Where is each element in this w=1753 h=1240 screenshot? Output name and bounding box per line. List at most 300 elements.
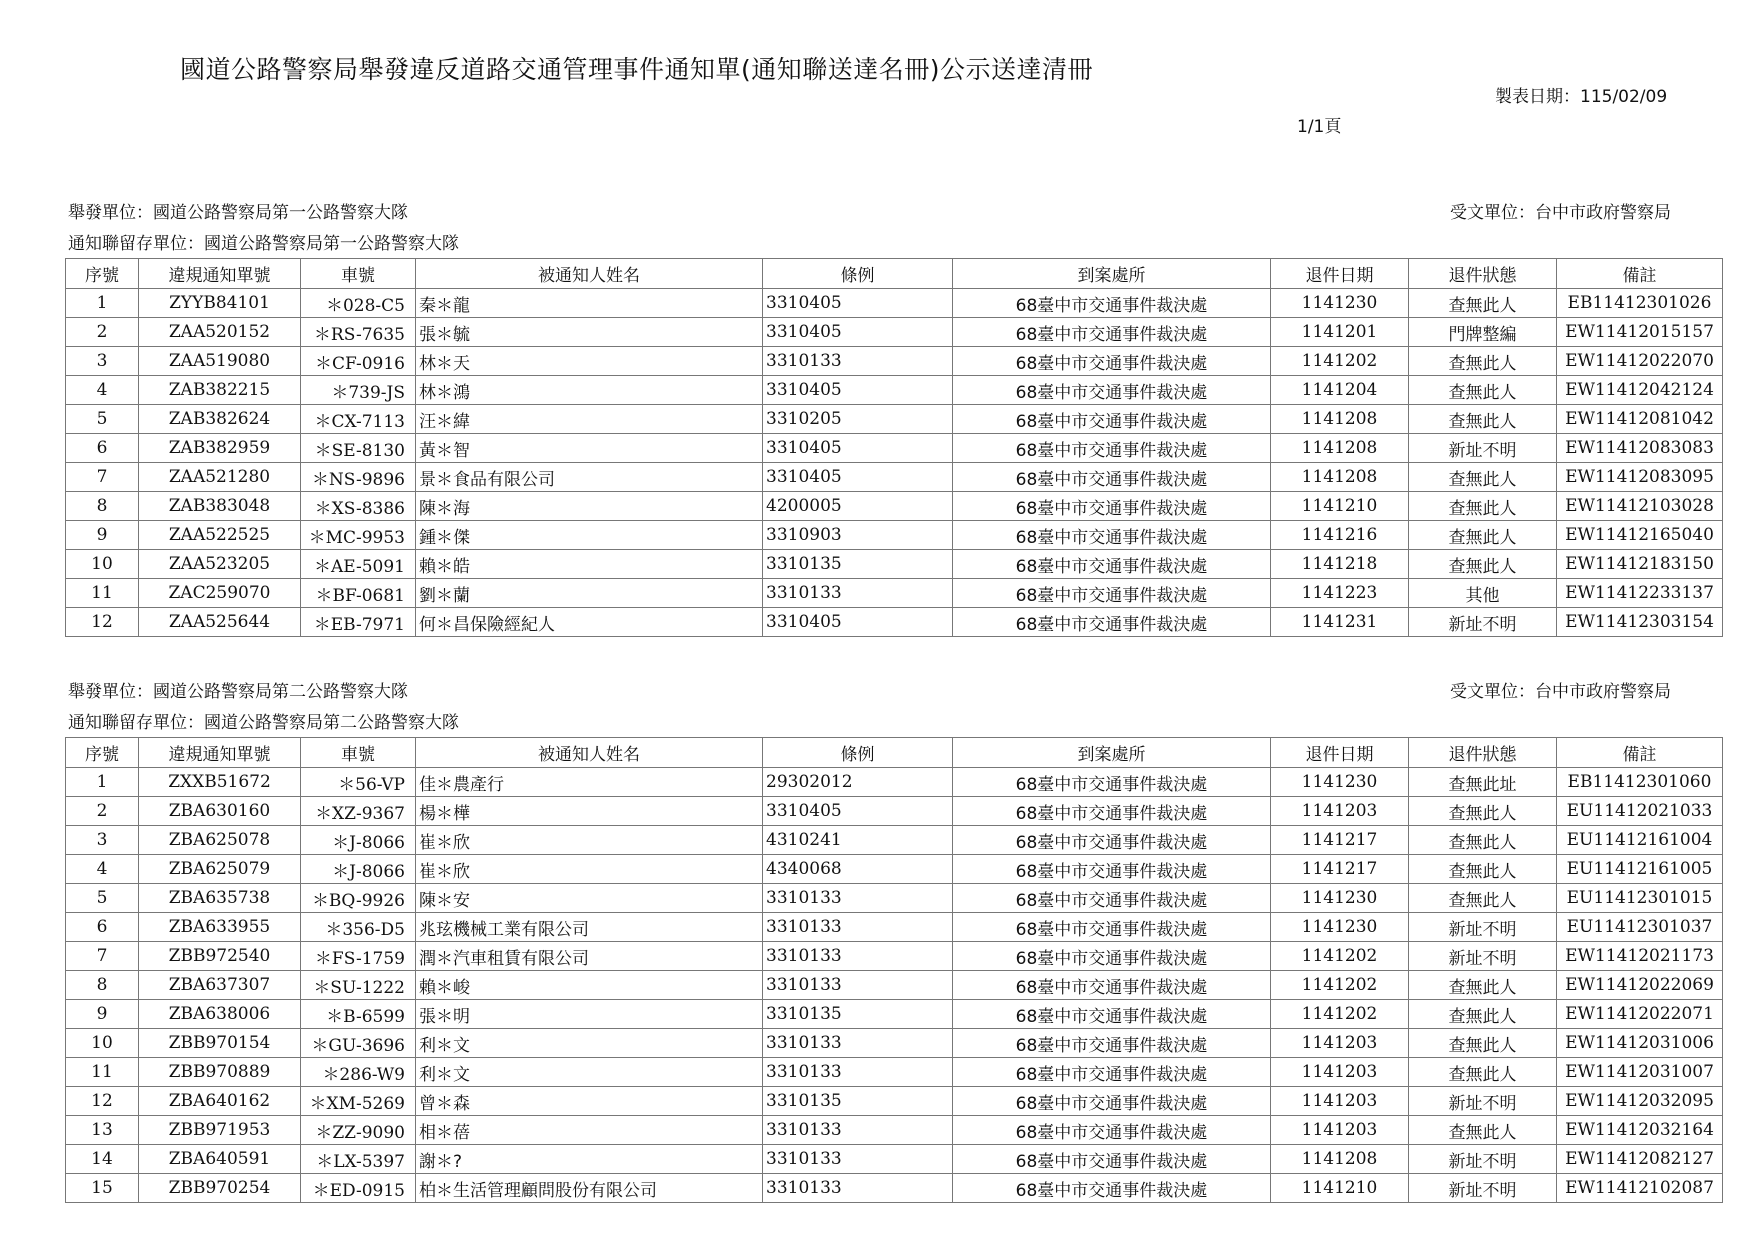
statute-cell: 3310133: [763, 1145, 953, 1174]
recipient-name-cell: 賴＊峻: [416, 971, 763, 1000]
col-return-status: 退件狀態: [1409, 738, 1557, 768]
return-date-cell: 1141217: [1271, 826, 1409, 855]
made-date: 製表日期：115/02/09: [1495, 87, 1668, 107]
remark-cell: EW11412082127: [1557, 1145, 1723, 1174]
plate-number-cell: ＊CX-7113: [301, 405, 416, 434]
storage-unit-1: 通知聯留存單位：國道公路警察局第一公路警察大隊: [68, 234, 459, 254]
ticket-number-cell: ZBA640591: [139, 1145, 301, 1174]
table-row: [66, 550, 1723, 579]
recipient-name-cell: 楊＊樺: [416, 797, 763, 826]
table-row: [66, 1116, 1723, 1145]
recipient-name-cell: 利＊文: [416, 1058, 763, 1087]
plate-number-cell: ＊286-W9: [301, 1058, 416, 1087]
remark-cell: EB11412301026: [1557, 289, 1723, 318]
col-ticket-number: 違規通知單號: [139, 259, 301, 289]
plate-number-cell: ＊LX-5397: [301, 1145, 416, 1174]
serial-cell: 2: [66, 318, 139, 347]
recipient-name-cell: 秦＊龍: [416, 289, 763, 318]
return-status-cell: 查無此人: [1409, 405, 1557, 434]
ticket-number-cell: ZAA519080: [139, 347, 301, 376]
receiver-unit-1: 受文單位：台中市政府警察局: [1450, 203, 1671, 223]
serial-cell: 9: [66, 1000, 139, 1029]
recipient-name-cell: 兆玹機械工業有限公司: [416, 913, 763, 942]
return-date-cell: 1141218: [1271, 550, 1409, 579]
statute-cell: 3310133: [763, 1029, 953, 1058]
return-status-cell: 查無此人: [1409, 376, 1557, 405]
table-row: [66, 492, 1723, 521]
serial-cell: 5: [66, 405, 139, 434]
plate-number-cell: ＊CF-0916: [301, 347, 416, 376]
serial-cell: 8: [66, 492, 139, 521]
return-status-cell: 新址不明: [1409, 434, 1557, 463]
return-date-cell: 1141231: [1271, 608, 1409, 637]
ticket-number-cell: ZBB970154: [139, 1029, 301, 1058]
plate-number-cell: ＊SU-1222: [301, 971, 416, 1000]
plate-number-cell: ＊XZ-9367: [301, 797, 416, 826]
return-date-cell: 1141210: [1271, 492, 1409, 521]
table-row: [66, 434, 1723, 463]
recipient-name-cell: 崔＊欣: [416, 855, 763, 884]
remark-cell: EW11412022070: [1557, 347, 1723, 376]
plate-number-cell: ＊ZZ-9090: [301, 1116, 416, 1145]
remark-cell: EW11412233137: [1557, 579, 1723, 608]
ticket-number-cell: ZBB971953: [139, 1116, 301, 1145]
return-date-cell: 1141201: [1271, 318, 1409, 347]
storage-unit-2: 通知聯留存單位：國道公路警察局第二公路警察大隊: [68, 713, 459, 733]
statute-cell: 3310133: [763, 1058, 953, 1087]
plate-number-cell: ＊739-JS: [301, 376, 416, 405]
venue-cell: 68臺中市交通事件裁決處: [953, 289, 1271, 318]
ticket-number-cell: ZBA633955: [139, 913, 301, 942]
recipient-name-cell: 利＊文: [416, 1029, 763, 1058]
table-row: [66, 347, 1723, 376]
roster-table-1: [65, 258, 1723, 637]
venue-cell: 68臺中市交通事件裁決處: [953, 463, 1271, 492]
table-row: [66, 608, 1723, 637]
table-row: [66, 1087, 1723, 1116]
return-date-cell: 1141203: [1271, 1116, 1409, 1145]
venue-cell: 68臺中市交通事件裁決處: [953, 768, 1271, 797]
recipient-name-cell: 曾＊森: [416, 1087, 763, 1116]
venue-cell: 68臺中市交通事件裁決處: [953, 434, 1271, 463]
col-recipient-name: 被通知人姓名: [416, 259, 763, 289]
serial-cell: 12: [66, 608, 139, 637]
statute-cell: 3310405: [763, 797, 953, 826]
return-status-cell: 查無此人: [1409, 1000, 1557, 1029]
return-date-cell: 1141203: [1271, 1058, 1409, 1087]
recipient-name-cell: 黃＊智: [416, 434, 763, 463]
return-date-cell: 1141210: [1271, 1174, 1409, 1203]
remark-cell: EU11412301015: [1557, 884, 1723, 913]
plate-number-cell: ＊ED-0915: [301, 1174, 416, 1203]
col-plate-number: 車號: [301, 259, 416, 289]
ticket-number-cell: ZXXB51672: [139, 768, 301, 797]
document-title: 國道公路警察局舉發違反道路交通管理事件通知單(通知聯送達名冊)公示送達清冊: [180, 55, 1094, 84]
ticket-number-cell: ZAB382959: [139, 434, 301, 463]
remark-cell: EU11412161004: [1557, 826, 1723, 855]
ticket-number-cell: ZAA520152: [139, 318, 301, 347]
serial-cell: 8: [66, 971, 139, 1000]
return-date-cell: 1141223: [1271, 579, 1409, 608]
return-date-cell: 1141208: [1271, 463, 1409, 492]
return-status-cell: 查無此人: [1409, 463, 1557, 492]
table-row: [66, 289, 1723, 318]
return-status-cell: 查無此人: [1409, 492, 1557, 521]
remark-cell: EW11412183150: [1557, 550, 1723, 579]
venue-cell: 68臺中市交通事件裁決處: [953, 1058, 1271, 1087]
col-statute: 條例: [763, 738, 953, 768]
plate-number-cell: ＊B-6599: [301, 1000, 416, 1029]
venue-cell: 68臺中市交通事件裁決處: [953, 405, 1271, 434]
serial-cell: 1: [66, 289, 139, 318]
remark-cell: EU11412161005: [1557, 855, 1723, 884]
remark-cell: EU11412021033: [1557, 797, 1723, 826]
plate-number-cell: ＊SE-8130: [301, 434, 416, 463]
col-recipient-name: 被通知人姓名: [416, 738, 763, 768]
remark-cell: EW11412021173: [1557, 942, 1723, 971]
venue-cell: 68臺中市交通事件裁決處: [953, 376, 1271, 405]
table-row: [66, 463, 1723, 492]
table-row: [66, 1145, 1723, 1174]
return-date-cell: 1141202: [1271, 942, 1409, 971]
ticket-number-cell: ZYYB84101: [139, 289, 301, 318]
recipient-name-cell: 鍾＊傑: [416, 521, 763, 550]
remark-cell: EW11412022071: [1557, 1000, 1723, 1029]
col-remark: 備註: [1557, 259, 1723, 289]
return-date-cell: 1141208: [1271, 405, 1409, 434]
plate-number-cell: ＊028-C5: [301, 289, 416, 318]
return-status-cell: 查無此人: [1409, 289, 1557, 318]
venue-cell: 68臺中市交通事件裁決處: [953, 1116, 1271, 1145]
remark-cell: EW11412031007: [1557, 1058, 1723, 1087]
return-status-cell: 其他: [1409, 579, 1557, 608]
page-number: 1/1頁: [1297, 117, 1342, 137]
venue-cell: 68臺中市交通事件裁決處: [953, 347, 1271, 376]
statute-cell: 3310133: [763, 1116, 953, 1145]
recipient-name-cell: 劉＊蘭: [416, 579, 763, 608]
return-status-cell: 查無此人: [1409, 826, 1557, 855]
recipient-name-cell: 林＊鴻: [416, 376, 763, 405]
statute-cell: 3310133: [763, 971, 953, 1000]
ticket-number-cell: ZAA522525: [139, 521, 301, 550]
ticket-number-cell: ZBB972540: [139, 942, 301, 971]
serial-cell: 3: [66, 347, 139, 376]
serial-cell: 14: [66, 1145, 139, 1174]
remark-cell: EW11412165040: [1557, 521, 1723, 550]
statute-cell: 3310405: [763, 434, 953, 463]
table-row: [66, 405, 1723, 434]
return-status-cell: 查無此人: [1409, 1116, 1557, 1145]
statute-cell: 4340068: [763, 855, 953, 884]
plate-number-cell: ＊BF-0681: [301, 579, 416, 608]
plate-number-cell: ＊EB-7971: [301, 608, 416, 637]
venue-cell: 68臺中市交通事件裁決處: [953, 1000, 1271, 1029]
remark-cell: EW11412083083: [1557, 434, 1723, 463]
ticket-number-cell: ZAC259070: [139, 579, 301, 608]
recipient-name-cell: 陳＊安: [416, 884, 763, 913]
ticket-number-cell: ZAB383048: [139, 492, 301, 521]
remark-cell: EW11412083095: [1557, 463, 1723, 492]
ticket-number-cell: ZAA523205: [139, 550, 301, 579]
serial-cell: 13: [66, 1116, 139, 1145]
plate-number-cell: ＊XS-8386: [301, 492, 416, 521]
venue-cell: 68臺中市交通事件裁決處: [953, 550, 1271, 579]
recipient-name-cell: 賴＊皓: [416, 550, 763, 579]
recipient-name-cell: 崔＊欣: [416, 826, 763, 855]
return-date-cell: 1141204: [1271, 376, 1409, 405]
return-status-cell: 新址不明: [1409, 608, 1557, 637]
return-date-cell: 1141202: [1271, 1000, 1409, 1029]
remark-cell: EB11412301060: [1557, 768, 1723, 797]
return-date-cell: 1141217: [1271, 855, 1409, 884]
col-statute: 條例: [763, 259, 953, 289]
remark-cell: EW11412042124: [1557, 376, 1723, 405]
statute-cell: 3310405: [763, 289, 953, 318]
statute-cell: 4200005: [763, 492, 953, 521]
statute-cell: 3310133: [763, 347, 953, 376]
return-status-cell: 新址不明: [1409, 1174, 1557, 1203]
return-status-cell: 查無此人: [1409, 521, 1557, 550]
col-venue: 到案處所: [953, 259, 1271, 289]
statute-cell: 3310405: [763, 463, 953, 492]
recipient-name-cell: 謝＊?: [416, 1145, 763, 1174]
ticket-number-cell: ZBA637307: [139, 971, 301, 1000]
table-row: [66, 1000, 1723, 1029]
plate-number-cell: ＊J-8066: [301, 826, 416, 855]
ticket-number-cell: ZAB382624: [139, 405, 301, 434]
remark-cell: EW11412103028: [1557, 492, 1723, 521]
venue-cell: 68臺中市交通事件裁決處: [953, 1145, 1271, 1174]
serial-cell: 9: [66, 521, 139, 550]
serial-cell: 10: [66, 1029, 139, 1058]
return-status-cell: 查無此人: [1409, 550, 1557, 579]
venue-cell: 68臺中市交通事件裁決處: [953, 318, 1271, 347]
return-date-cell: 1141203: [1271, 797, 1409, 826]
plate-number-cell: ＊56-VP: [301, 768, 416, 797]
remark-cell: EW11412102087: [1557, 1174, 1723, 1203]
statute-cell: 3310405: [763, 608, 953, 637]
plate-number-cell: ＊GU-3696: [301, 1029, 416, 1058]
remark-cell: EW11412031006: [1557, 1029, 1723, 1058]
table-row: [66, 942, 1723, 971]
ticket-number-cell: ZBB970889: [139, 1058, 301, 1087]
return-status-cell: 門牌整編: [1409, 318, 1557, 347]
statute-cell: 3310405: [763, 376, 953, 405]
remark-cell: EW11412022069: [1557, 971, 1723, 1000]
statute-cell: 3310133: [763, 579, 953, 608]
recipient-name-cell: 林＊天: [416, 347, 763, 376]
serial-cell: 5: [66, 884, 139, 913]
return-status-cell: 新址不明: [1409, 942, 1557, 971]
return-status-cell: 查無此人: [1409, 884, 1557, 913]
return-date-cell: 1141216: [1271, 521, 1409, 550]
serial-cell: 3: [66, 826, 139, 855]
return-status-cell: 查無此人: [1409, 1058, 1557, 1087]
table-row: [66, 1029, 1723, 1058]
recipient-name-cell: 潤＊汽車租賃有限公司: [416, 942, 763, 971]
return-date-cell: 1141202: [1271, 971, 1409, 1000]
ticket-number-cell: ZAA525644: [139, 608, 301, 637]
ticket-number-cell: ZBA630160: [139, 797, 301, 826]
ticket-number-cell: ZBA640162: [139, 1087, 301, 1116]
return-status-cell: 新址不明: [1409, 913, 1557, 942]
statute-cell: 3310205: [763, 405, 953, 434]
col-serial: 序號: [66, 259, 139, 289]
statute-cell: 3310133: [763, 942, 953, 971]
table-row: [66, 797, 1723, 826]
col-remark: 備註: [1557, 738, 1723, 768]
recipient-name-cell: 景＊食品有限公司: [416, 463, 763, 492]
col-serial: 序號: [66, 738, 139, 768]
table-row: [66, 855, 1723, 884]
col-return-status: 退件狀態: [1409, 259, 1557, 289]
statute-cell: 3310133: [763, 913, 953, 942]
table-row: [66, 318, 1723, 347]
venue-cell: 68臺中市交通事件裁決處: [953, 1174, 1271, 1203]
recipient-name-cell: 何＊昌保險經紀人: [416, 608, 763, 637]
recipient-name-cell: 汪＊緯: [416, 405, 763, 434]
serial-cell: 6: [66, 913, 139, 942]
ticket-number-cell: ZBA635738: [139, 884, 301, 913]
return-status-cell: 查無此人: [1409, 797, 1557, 826]
venue-cell: 68臺中市交通事件裁決處: [953, 797, 1271, 826]
serial-cell: 4: [66, 376, 139, 405]
venue-cell: 68臺中市交通事件裁決處: [953, 913, 1271, 942]
col-plate-number: 車號: [301, 738, 416, 768]
table-header-row: [66, 259, 1723, 289]
ticket-number-cell: ZBA625078: [139, 826, 301, 855]
ticket-number-cell: ZBA638006: [139, 1000, 301, 1029]
plate-number-cell: ＊356-D5: [301, 913, 416, 942]
plate-number-cell: ＊J-8066: [301, 855, 416, 884]
table-header-row: [66, 738, 1723, 768]
serial-cell: 4: [66, 855, 139, 884]
venue-cell: 68臺中市交通事件裁決處: [953, 1087, 1271, 1116]
statute-cell: 3310135: [763, 1000, 953, 1029]
statute-cell: 3310133: [763, 884, 953, 913]
col-return-date: 退件日期: [1271, 259, 1409, 289]
plate-number-cell: ＊NS-9896: [301, 463, 416, 492]
plate-number-cell: ＊BQ-9926: [301, 884, 416, 913]
col-ticket-number: 違規通知單號: [139, 738, 301, 768]
recipient-name-cell: 柏＊生活管理顧問股份有限公司: [416, 1174, 763, 1203]
statute-cell: 3310903: [763, 521, 953, 550]
venue-cell: 68臺中市交通事件裁決處: [953, 579, 1271, 608]
plate-number-cell: ＊RS-7635: [301, 318, 416, 347]
return-status-cell: 查無此人: [1409, 1029, 1557, 1058]
table-row: [66, 913, 1723, 942]
return-date-cell: 1141202: [1271, 347, 1409, 376]
table-row: [66, 884, 1723, 913]
table-row: [66, 579, 1723, 608]
table-row: [66, 768, 1723, 797]
statute-cell: 3310405: [763, 318, 953, 347]
venue-cell: 68臺中市交通事件裁決處: [953, 971, 1271, 1000]
venue-cell: 68臺中市交通事件裁決處: [953, 492, 1271, 521]
statute-cell: 4310241: [763, 826, 953, 855]
ticket-number-cell: ZBB970254: [139, 1174, 301, 1203]
return-status-cell: 查無此址: [1409, 768, 1557, 797]
venue-cell: 68臺中市交通事件裁決處: [953, 855, 1271, 884]
venue-cell: 68臺中市交通事件裁決處: [953, 826, 1271, 855]
recipient-name-cell: 相＊蓓: [416, 1116, 763, 1145]
roster-table-2: [65, 737, 1723, 1203]
serial-cell: 15: [66, 1174, 139, 1203]
statute-cell: 3310135: [763, 1087, 953, 1116]
remark-cell: EU11412301037: [1557, 913, 1723, 942]
return-date-cell: 1141230: [1271, 913, 1409, 942]
plate-number-cell: ＊XM-5269: [301, 1087, 416, 1116]
return-date-cell: 1141230: [1271, 289, 1409, 318]
receiver-unit-2: 受文單位：台中市政府警察局: [1450, 682, 1671, 702]
serial-cell: 11: [66, 579, 139, 608]
table-row: [66, 826, 1723, 855]
table-row: [66, 1058, 1723, 1087]
venue-cell: 68臺中市交通事件裁決處: [953, 521, 1271, 550]
remark-cell: EW11412303154: [1557, 608, 1723, 637]
table-row: [66, 1174, 1723, 1203]
return-date-cell: 1141203: [1271, 1087, 1409, 1116]
col-return-date: 退件日期: [1271, 738, 1409, 768]
remark-cell: EW11412032095: [1557, 1087, 1723, 1116]
recipient-name-cell: 張＊毓: [416, 318, 763, 347]
return-date-cell: 1141208: [1271, 1145, 1409, 1174]
ticket-number-cell: ZBA625079: [139, 855, 301, 884]
serial-cell: 2: [66, 797, 139, 826]
remark-cell: EW11412032164: [1557, 1116, 1723, 1145]
plate-number-cell: ＊AE-5091: [301, 550, 416, 579]
statute-cell: 3310135: [763, 550, 953, 579]
serial-cell: 11: [66, 1058, 139, 1087]
return-status-cell: 新址不明: [1409, 1087, 1557, 1116]
issuer-unit-1: 舉發單位：國道公路警察局第一公路警察大隊: [68, 203, 408, 223]
venue-cell: 68臺中市交通事件裁決處: [953, 1029, 1271, 1058]
recipient-name-cell: 陳＊海: [416, 492, 763, 521]
return-date-cell: 1141208: [1271, 434, 1409, 463]
recipient-name-cell: 佳＊農產行: [416, 768, 763, 797]
return-status-cell: 查無此人: [1409, 855, 1557, 884]
serial-cell: 7: [66, 463, 139, 492]
return-date-cell: 1141203: [1271, 1029, 1409, 1058]
ticket-number-cell: ZAA521280: [139, 463, 301, 492]
return-status-cell: 查無此人: [1409, 971, 1557, 1000]
serial-cell: 10: [66, 550, 139, 579]
return-status-cell: 查無此人: [1409, 347, 1557, 376]
issuer-unit-2: 舉發單位：國道公路警察局第二公路警察大隊: [68, 682, 408, 702]
venue-cell: 68臺中市交通事件裁決處: [953, 608, 1271, 637]
table-row: [66, 376, 1723, 405]
serial-cell: 1: [66, 768, 139, 797]
table-row: [66, 971, 1723, 1000]
col-venue: 到案處所: [953, 738, 1271, 768]
venue-cell: 68臺中市交通事件裁決處: [953, 942, 1271, 971]
venue-cell: 68臺中市交通事件裁決處: [953, 884, 1271, 913]
ticket-number-cell: ZAB382215: [139, 376, 301, 405]
remark-cell: EW11412081042: [1557, 405, 1723, 434]
serial-cell: 6: [66, 434, 139, 463]
plate-number-cell: ＊FS-1759: [301, 942, 416, 971]
plate-number-cell: ＊MC-9953: [301, 521, 416, 550]
return-date-cell: 1141230: [1271, 884, 1409, 913]
remark-cell: EW11412015157: [1557, 318, 1723, 347]
serial-cell: 12: [66, 1087, 139, 1116]
return-status-cell: 新址不明: [1409, 1145, 1557, 1174]
statute-cell: 3310133: [763, 1174, 953, 1203]
recipient-name-cell: 張＊明: [416, 1000, 763, 1029]
table-row: [66, 521, 1723, 550]
serial-cell: 7: [66, 942, 139, 971]
return-date-cell: 1141230: [1271, 768, 1409, 797]
